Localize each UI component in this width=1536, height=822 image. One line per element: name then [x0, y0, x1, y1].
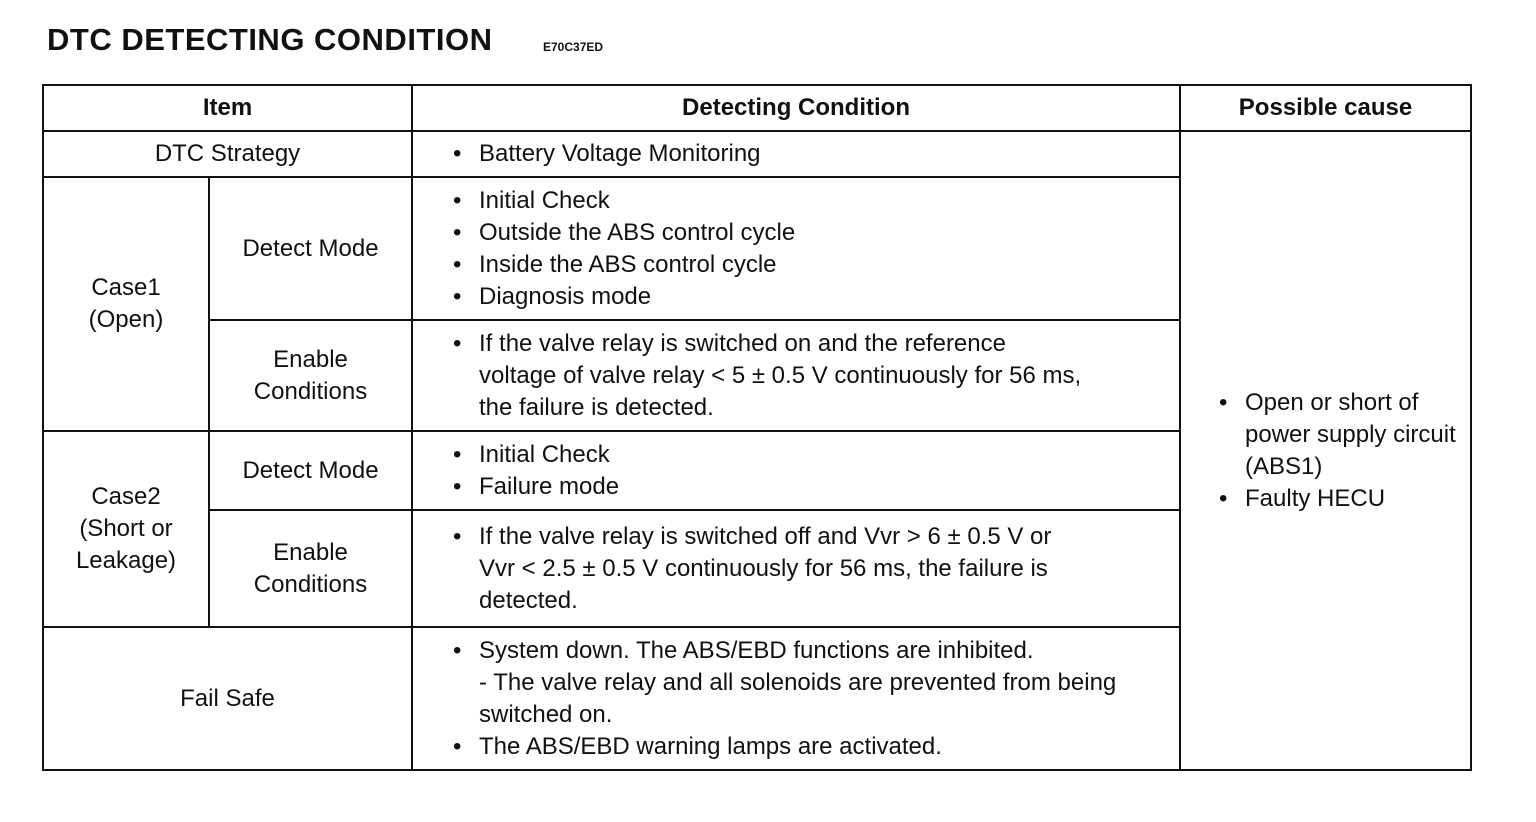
case1-enable-condition: • If the valve relay is switched on and the reference voltage of valve relay < 5 ± 0.5 V continuously for 56 ms, the failure is detected.: [453, 328, 1089, 424]
case1-detect-mode-label: Detect Mode: [209, 177, 412, 320]
case2-enable-condition-cell: [412, 510, 1180, 627]
dtc-strategy-condition-cell: [412, 131, 1180, 177]
case2-sublabel: (Short or: [79, 515, 173, 542]
case1-enable-label-2: Conditions: [253, 377, 368, 405]
case1-sublabel: (Open): [88, 306, 164, 333]
case2-label-cell: [43, 431, 209, 627]
possible-cause-item: • Open or short of power supply circuit (ABS1): [1219, 387, 1460, 483]
case1-detect-mode-item: • Diagnosis mode: [453, 281, 1179, 313]
page-title: DTC DETECTING CONDITION: [47, 22, 493, 57]
case2-detect-mode-item: • Failure mode: [453, 471, 1179, 503]
case2-detect-mode-cell: [412, 431, 1180, 510]
dtc-table: [42, 84, 1472, 771]
case2-sublabel-2: Leakage): [75, 547, 177, 574]
table-header-row: [43, 85, 1471, 131]
case1-detect-mode-item: • Inside the ABS control cycle: [453, 249, 1179, 281]
dtc-strategy-label: DTC Strategy: [43, 131, 412, 177]
case1-detect-mode-cell: [412, 177, 1180, 320]
case1-label-cell: [43, 177, 209, 431]
fail-safe-item: [453, 635, 1119, 731]
case2-detect-mode-label: Detect Mode: [209, 431, 412, 510]
fail-safe-label: Fail Safe: [43, 627, 412, 770]
case2-enable-label-cell: [209, 510, 412, 627]
dtc-strategy-condition: • Battery Voltage Monitoring: [453, 138, 1179, 170]
case1-label: Case1: [91, 274, 161, 301]
header-possible-cause: Possible cause: [1180, 85, 1471, 131]
case1-enable-condition-cell: [412, 320, 1180, 431]
case1-detect-mode-item: • Initial Check: [453, 185, 1179, 217]
case2-enable-label-2: Conditions: [253, 570, 368, 598]
fail-safe-item-2: • The ABS/EBD warning lamps are activated.: [453, 731, 1119, 763]
case1-detect-mode-item: • Outside the ABS control cycle: [453, 217, 1179, 249]
case2-enable-label: Enable: [273, 538, 348, 566]
fail-safe-item-text: • System down. The ABS/EBD functions are inhibited.: [479, 636, 1034, 664]
fail-safe-subitem: - The valve relay and all solenoids are prevented from being switched on.: [479, 668, 1117, 728]
case2-detect-mode-item: • Initial Check: [453, 439, 1179, 471]
possible-cause-cell: [1180, 131, 1471, 770]
case1-enable-label: Enable: [273, 345, 348, 373]
fail-safe-cell: [412, 627, 1180, 770]
header-detecting-condition: Detecting Condition: [412, 85, 1180, 131]
header-item: Item: [43, 85, 412, 131]
case2-label: Case2: [91, 483, 161, 510]
row-dtc-strategy: [43, 131, 1471, 177]
case1-enable-label-cell: [209, 320, 412, 431]
document-code: E70C37ED: [543, 40, 604, 54]
case2-enable-condition: • If the valve relay is switched off and Vvr > 6 ± 0.5 V or Vvr < 2.5 ± 0.5 V continuously for 56 ms, the failure is detected.: [453, 521, 1069, 617]
possible-cause-item: • Faulty HECU: [1219, 483, 1460, 515]
